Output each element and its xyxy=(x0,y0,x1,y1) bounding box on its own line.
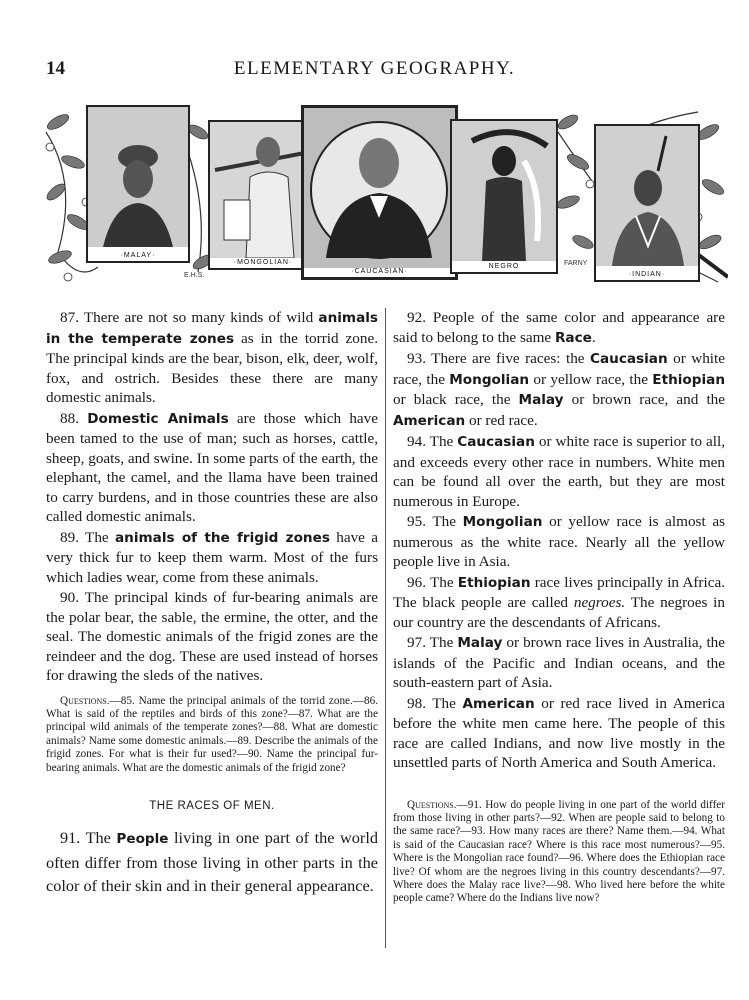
page-number: 14 xyxy=(46,58,65,79)
paragraph-96: 96. The Ethiopian race lives principally in Africa. The black people are called negroes. The negroes in our country are the descendants of Africans. xyxy=(393,573,725,631)
paragraph-95: 95. The Mongolian or yellow race is almost as numerous as the white race. Nearly all the yellow people live in Asia. xyxy=(393,513,725,570)
indian-figure xyxy=(596,126,698,266)
caption-negro: NEGRO xyxy=(488,263,520,270)
paragraph-90: 90. The principal kinds of fur-bearing animals are the polar bear, the sable, the ermine, the otter, and the seal. The domestic animals of the frigid zones are the reindeer and the dog. These are used instead of horses for drawing the sleds of the natives. xyxy=(46,589,378,684)
portrait-malay xyxy=(86,105,190,263)
portrait-negro xyxy=(450,119,558,274)
paragraph-88: 88. Domestic Animals are those which have been tamed to the use of man; such as horses, cattle, sheep, goats, and swine. In some parts of the earth, the elephant, the camel, and the llama have been trained to carry burdens, and in those countries these are also called domestic animals. xyxy=(46,409,379,525)
caption-malay: ·MALAY· xyxy=(120,252,156,259)
paragraph-87: 87. There are not so many kinds of wild animals in the temperate zones as in the torrid zone. The principal kinds are the bear, bison, elk, deer, wolf, fox, and ostrich. Besides these there are many domestic animals. xyxy=(46,309,378,406)
right-column xyxy=(393,308,725,906)
page-header xyxy=(0,54,749,84)
paragraph-94: 94. The Caucasian or white race is superior to all, and exceeds every other race in numbers. White men can be found all over the earth, but they are most numerous in Europe. xyxy=(393,433,725,510)
portrait-caucasian xyxy=(301,105,458,280)
left-column xyxy=(46,308,378,897)
questions-85-90: Questions.—85. Name the principal animals of the torrid zone.—86. What is said of the reptiles and birds of this zone?—87. What are the principal wild animals of the temperate zones?—88. What are domestic animals? Name some domestic animals.—89. Describe the animals of the frigid zones. For what is their fur used?—90. Name the principal fur-bearing animals. What are the domestic animals of the frigid zone? xyxy=(46,694,378,774)
paragraph-93: 93. There are five races: the Caucasian or white race, the Mongolian or yellow race, the Ethiopian or black race, the Malay or brown race, and the American or red race. xyxy=(393,350,726,429)
malay-figure xyxy=(88,107,188,247)
paragraph-98: 98. The American or red race lived in America before the white men came here. The people of this race are called Indians, and now live mostly in the unsettled parts of North America and South America. xyxy=(393,694,726,771)
races-illustration xyxy=(38,92,728,292)
caption-mongolian: ·MONGOLIAN· xyxy=(233,259,293,266)
paragraph-91: 91. The People living in one part of the world often differ from those living in other parts in the color of their skin and in their general appearance. xyxy=(46,828,378,896)
portrait-indian xyxy=(594,124,700,282)
caucasian-figure xyxy=(304,108,455,268)
running-title: ELEMENTARY GEOGRAPHY. xyxy=(233,58,516,79)
caption-indian: ·INDIAN· xyxy=(628,271,666,278)
questions-91-98: Questions.—91. How do people living in one part of the world differ from those living in other parts?—92. When are people said to belong to the same race?—93. How many races are there? Name them.—94. What is said of the Caucasian race? Where is this race most numerous?—95. Where is the Mongolian race found?—96. Where does the Ethiopian race live? Of whom are the negroes living in this country descendants?—97. Where does the Malay race live?—98. Who lived here before the white people came? Where do the Indians live now? xyxy=(393,798,725,905)
caption-caucasian: ·CAUCASIAN· xyxy=(351,268,408,275)
column-divider xyxy=(385,308,386,948)
signature-left: E.H.S. xyxy=(184,272,205,279)
negro-figure xyxy=(452,121,556,261)
section-heading: THE RACES OF MEN. xyxy=(149,799,275,812)
paragraph-89: 89. The animals of the frigid zones have a very thick fur to keep them warm. Most of the furs which ladies wear, come from these animals. xyxy=(46,528,378,586)
signature-right: FARNY xyxy=(564,260,588,267)
paragraph-97: 97. The Malay or brown race lives in Australia, the islands of the Pacific and Indian oceans, and the south-eastern part of Asia. xyxy=(393,634,726,691)
paragraph-92: 92. People of the same color and appearance are said to belong to the same Race. xyxy=(393,309,725,346)
